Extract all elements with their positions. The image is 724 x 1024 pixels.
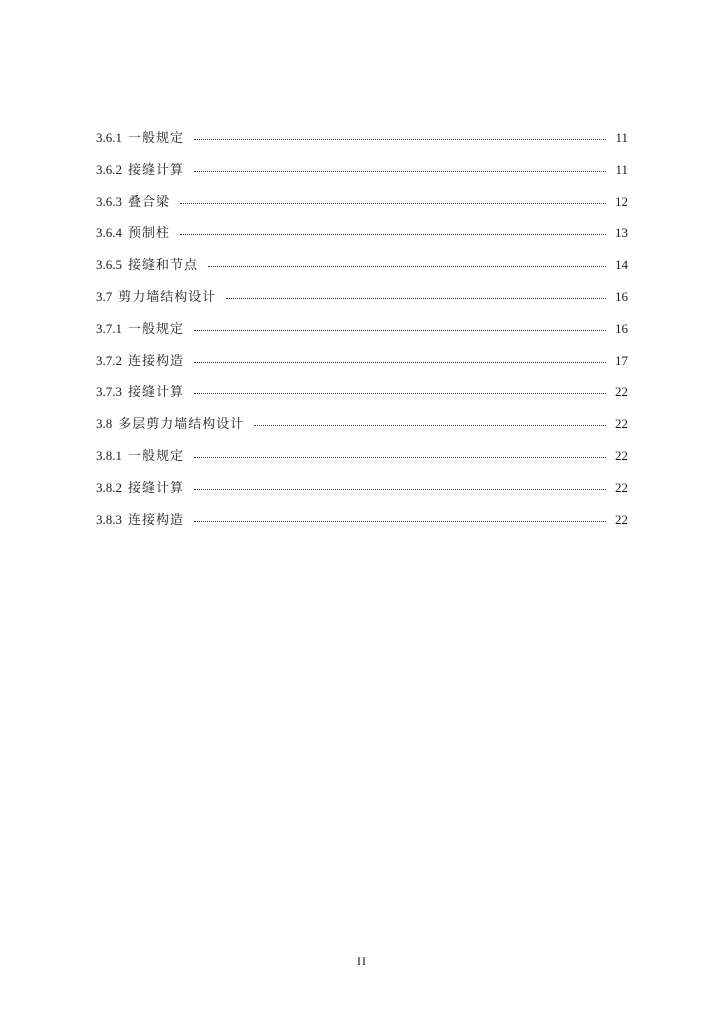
toc-entry-number: 3.8.3 [96, 511, 122, 527]
toc-entry-3-7-2[interactable] [96, 351, 628, 383]
toc-entry-title: 接缝计算 [128, 384, 185, 400]
toc-entry-page: 16 [615, 320, 628, 336]
toc-entry-title: 叠合梁 [128, 193, 171, 209]
toc-entry-title: 接缝和节点 [128, 257, 199, 273]
toc-entry-3-6-3[interactable] [96, 192, 628, 224]
toc-entry-number: 3.6.2 [96, 161, 122, 177]
toc-entry-page: 11 [615, 161, 628, 177]
toc-dot-leader [194, 489, 606, 490]
toc-entry-title: 接缝计算 [128, 479, 185, 495]
toc-dot-leader [226, 298, 606, 299]
toc-entry-page: 22 [615, 416, 628, 432]
toc-entry-page: 16 [615, 288, 628, 304]
toc-dot-leader [194, 362, 606, 363]
table-of-contents [96, 128, 628, 541]
toc-entry-page: 12 [615, 193, 628, 209]
toc-entry-page: 17 [615, 352, 628, 368]
toc-dot-leader [194, 330, 606, 331]
toc-entry-page: 11 [615, 130, 628, 145]
toc-entry-title: 预制柱 [128, 225, 171, 241]
toc-entry-number: 3.8.2 [96, 479, 122, 495]
toc-entry-number: 3.7.2 [96, 352, 122, 368]
toc-entry-3-6-4[interactable] [96, 223, 628, 255]
toc-entry-3-6-1[interactable] [96, 128, 628, 160]
toc-entry-3-7-3[interactable] [96, 382, 628, 414]
toc-entry-page: 22 [615, 447, 628, 463]
toc-dot-leader [194, 521, 606, 522]
toc-entry-3-6-5[interactable] [96, 255, 628, 287]
toc-entry-title: 连接构造 [128, 352, 185, 368]
toc-entry-title: 连接构造 [128, 511, 185, 527]
toc-dot-leader [254, 425, 606, 426]
toc-entry-title: 剪力墙结构设计 [118, 288, 217, 304]
toc-entry-number: 3.6.5 [96, 257, 122, 273]
toc-entry-3-7[interactable] [96, 287, 628, 319]
toc-entry-3-8-2[interactable] [96, 478, 628, 510]
toc-entry-page: 13 [615, 225, 628, 241]
toc-entry-page: 22 [615, 479, 628, 495]
toc-entry-page: 14 [615, 257, 628, 273]
toc-dot-leader [194, 457, 606, 458]
toc-entry-number: 3.6.3 [96, 193, 122, 209]
toc-entry-3-8[interactable] [96, 414, 628, 446]
toc-entry-title: 多层剪力墙结构设计 [118, 416, 245, 432]
toc-entry-3-8-3[interactable] [96, 510, 628, 542]
toc-entry-3-6-2[interactable] [96, 160, 628, 192]
toc-entry-title: 一般规定 [128, 320, 185, 336]
toc-entry-number: 3.7.1 [96, 320, 122, 336]
toc-dot-leader [208, 266, 606, 267]
toc-entry-3-7-1[interactable] [96, 319, 628, 351]
toc-entry-number: 3.6.4 [96, 225, 122, 241]
toc-entry-page: 22 [615, 511, 628, 527]
toc-entry-number: 3.7.3 [96, 384, 122, 400]
toc-entry-3-8-1[interactable] [96, 446, 628, 478]
toc-entry-title: 一般规定 [128, 447, 185, 463]
toc-entry-number: 3.7 [96, 288, 113, 304]
toc-entry-number: 3.8 [96, 416, 113, 432]
toc-dot-leader [194, 139, 606, 140]
toc-dot-leader [180, 234, 606, 235]
toc-dot-leader [180, 203, 606, 204]
toc-entry-title: 一般规定 [128, 130, 185, 145]
toc-entry-title: 接缝计算 [128, 161, 185, 177]
toc-dot-leader [194, 393, 606, 394]
page-number: II [357, 954, 367, 968]
toc-entry-number: 3.8.1 [96, 447, 122, 463]
toc-entry-number: 3.6.1 [96, 130, 122, 145]
toc-dot-leader [194, 171, 606, 172]
toc-entry-page: 22 [615, 384, 628, 400]
